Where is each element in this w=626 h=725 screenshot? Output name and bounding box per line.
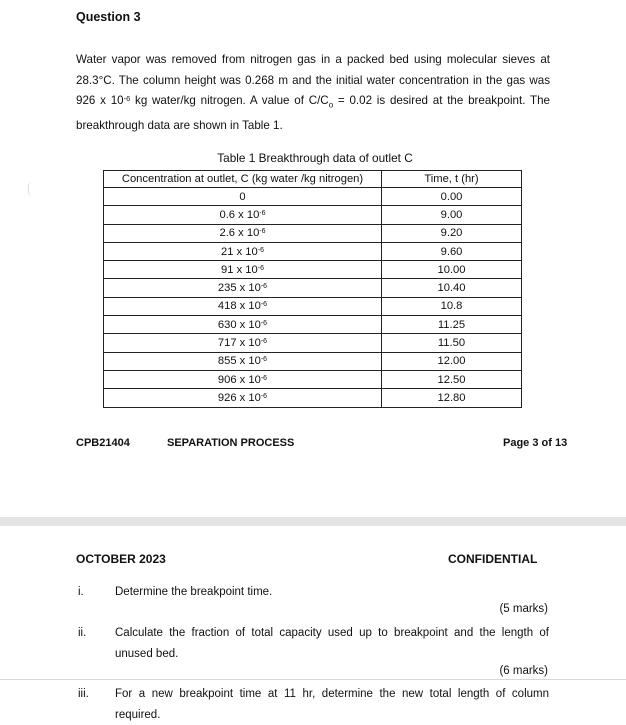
item-3-number: iii. — [78, 688, 89, 700]
concentration-cell — [104, 261, 382, 279]
table-body — [104, 188, 522, 408]
exponent: -6 — [260, 356, 268, 364]
concentration-cell — [104, 279, 382, 297]
times-ten: x 10 — [235, 208, 260, 221]
exponent: -6 — [260, 374, 268, 382]
table-row — [104, 352, 522, 370]
table-caption — [0, 151, 626, 165]
concentration-value: 2.6 — [219, 227, 236, 240]
concentration-value: 418 — [217, 300, 237, 313]
times-ten: x 10 — [236, 373, 261, 386]
time-cell: 9.20 — [382, 224, 522, 242]
exponent: -6 — [260, 319, 268, 327]
table-row — [104, 242, 522, 260]
page-break — [0, 517, 626, 526]
concentration-cell — [104, 352, 382, 370]
exponent: -6 — [260, 283, 268, 291]
times-ten: x 10 — [233, 263, 258, 276]
statement-part-3: = 0.02 is desired at the breakpoint. The breakthrough data are shown in Table 1. — [76, 94, 550, 132]
page-total: 13 — [554, 437, 568, 449]
times-ten: x 10 — [236, 318, 261, 331]
time-cell: 10.8 — [382, 297, 522, 315]
item-2-number: ii. — [78, 627, 87, 639]
margin-mark — [28, 182, 37, 196]
breakthrough-table — [103, 170, 522, 408]
item-1-text: Determine the breakpoint time. — [115, 586, 273, 598]
page-number — [503, 437, 567, 449]
time-cell: 10.40 — [382, 279, 522, 297]
table-row — [104, 370, 522, 388]
times-ten: x 10 — [236, 337, 261, 350]
table-row — [104, 279, 522, 297]
table-row — [104, 206, 522, 224]
time-cell: 10.00 — [382, 261, 522, 279]
exponent: -6 — [260, 392, 268, 400]
concentration-cell — [104, 370, 382, 388]
table-row — [104, 316, 522, 334]
page-of: of — [538, 437, 555, 449]
item-3-text: For a new breakpoint time at 11 hr, determine the new total length of column required. — [115, 688, 549, 721]
statement-part-2: kg water/kg nitrogen. A value of C/C — [130, 94, 329, 107]
page-current: 3 — [532, 437, 539, 449]
time-cell: 9.60 — [382, 242, 522, 260]
table-header-row — [104, 171, 522, 188]
time-cell: 9.00 — [382, 206, 522, 224]
table-caption-text: Table 1 Breakthrough data of outlet C — [217, 151, 413, 165]
confidential-label: CONFIDENTIAL — [448, 552, 538, 566]
concentration-header: Concentration at outlet, C (kg water /kg nitrogen) — [104, 171, 382, 188]
statement-exponent: -6 — [123, 94, 131, 103]
times-ten: x 10 — [236, 300, 261, 313]
exponent: -6 — [259, 228, 266, 236]
concentration-value: 21 — [221, 245, 234, 258]
divider-line — [0, 679, 626, 680]
concentration-value: 630 — [217, 318, 237, 331]
times-ten: x 10 — [233, 245, 258, 258]
table-row — [104, 334, 522, 352]
time-cell: 12.00 — [382, 352, 522, 370]
concentration-value: 926 — [217, 391, 237, 404]
course-code: CPB21404 — [76, 437, 130, 449]
page-prefix: Page — [503, 437, 533, 449]
item-2-text: Calculate the fraction of total capacity used up to breakpoint and the length of unused bed. — [115, 627, 549, 660]
concentration-value: 235 — [217, 282, 237, 295]
problem-statement — [76, 50, 550, 136]
concentration-cell — [104, 389, 382, 407]
concentration-cell — [104, 206, 382, 224]
item-1-number: i. — [78, 586, 84, 598]
concentration-value: 717 — [217, 337, 237, 350]
time-cell: 12.80 — [382, 389, 522, 407]
exponent: -6 — [257, 264, 264, 272]
concentration-value: 855 — [217, 355, 237, 368]
times-ten: x 10 — [235, 227, 260, 240]
statement-part-1: Water vapor was removed from nitrogen gas in a packed bed using molecular sieves at 28.3°C. The column height was 0.268 m and the initial water concentration in the gas was 926 x 10 — [76, 53, 550, 107]
exam-date: OCTOBER 2023 — [76, 552, 166, 566]
time-cell: 0.00 — [382, 188, 522, 206]
concentration-cell — [104, 188, 382, 206]
exponent: -6 — [260, 301, 268, 309]
concentration-cell — [104, 242, 382, 260]
times-ten: x 10 — [236, 355, 261, 368]
table-row — [104, 188, 522, 206]
item-2-marks: (6 marks) — [499, 665, 548, 677]
table-row — [104, 261, 522, 279]
table-row — [104, 297, 522, 315]
statement-subscript: o — [328, 100, 334, 110]
exponent: -6 — [259, 209, 266, 217]
times-ten: x 10 — [236, 282, 261, 295]
concentration-value: 0 — [239, 190, 246, 203]
exponent: -6 — [260, 338, 268, 346]
table-row — [104, 389, 522, 407]
table-row — [104, 224, 522, 242]
concentration-cell — [104, 297, 382, 315]
question-title: Question 3 — [76, 10, 141, 24]
time-cell: 12.50 — [382, 370, 522, 388]
times-ten: x 10 — [236, 391, 261, 404]
concentration-cell — [104, 334, 382, 352]
time-cell: 11.25 — [382, 316, 522, 334]
time-header: Time, t (hr) — [382, 171, 522, 188]
time-cell: 11.50 — [382, 334, 522, 352]
concentration-value: 91 — [221, 263, 234, 276]
exponent: -6 — [257, 246, 264, 254]
concentration-cell — [104, 316, 382, 334]
concentration-cell — [104, 224, 382, 242]
concentration-value: 906 — [217, 373, 237, 386]
concentration-value: 0.6 — [219, 208, 236, 221]
course-name: SEPARATION PROCESS — [167, 437, 295, 449]
item-1-marks: (5 marks) — [499, 603, 548, 615]
